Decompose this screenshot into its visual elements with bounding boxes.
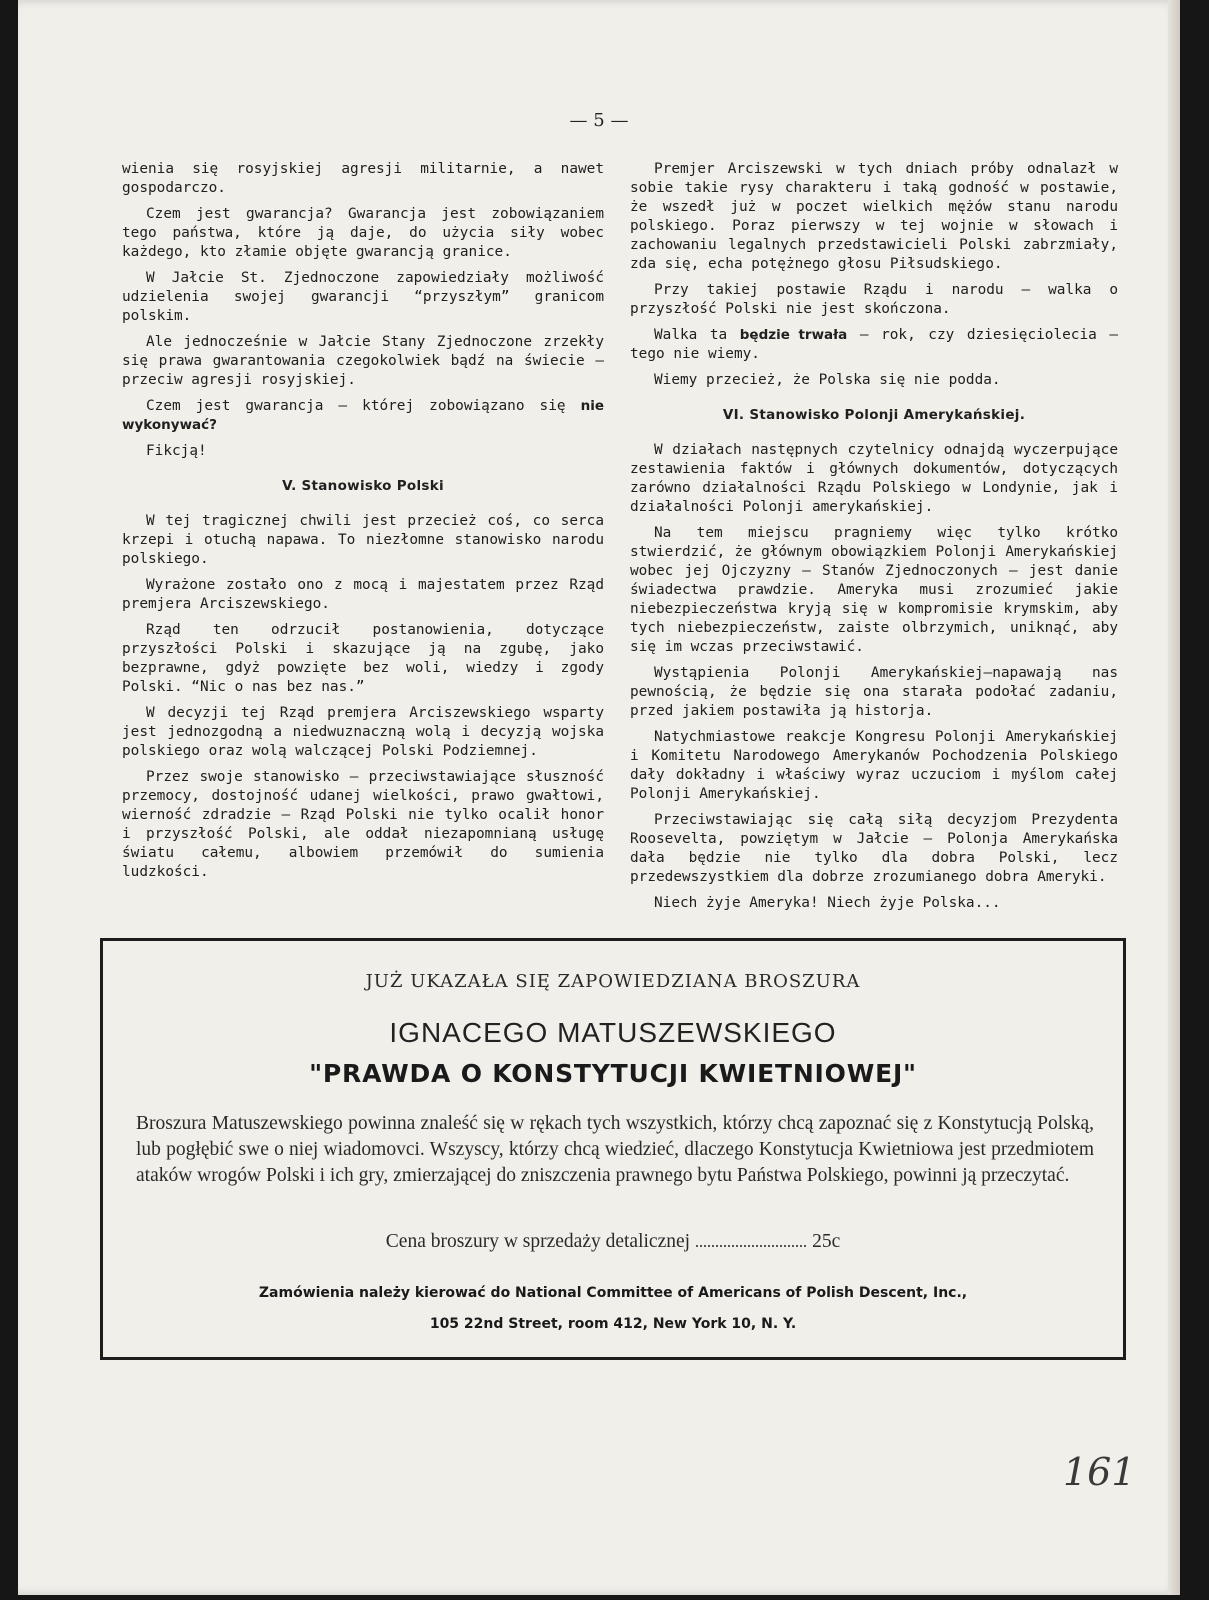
right-column [630, 160, 1118, 920]
paragraph: Ale jednocześnie w Jałcie Stany Zjednoczone zrzekły się prawa gwarantowania czegokolwiek bądź na świecie — przeciw agresji rosyjskiej. [122, 334, 604, 388]
paragraph: wienia się rosyjskiej agresji militarnie, a nawet gospodarczo. [122, 161, 604, 196]
paragraph: Wystąpienia Polonji Amerykańskiej—napawają nas pewnością, że będzie się ona starała podołać zadaniu, przed jakiem postawiła ją historja. [630, 665, 1118, 719]
dotted-leader [696, 1245, 806, 1247]
section-heading: VI. Stanowisko Polonji Amerykańskiej. [722, 407, 1026, 423]
paragraph: Przy takiej postawie Rządu i narodu — walka o przyszłość Polski nie jest skończona. [630, 282, 1118, 317]
ad-order-line: Zamówienia należy kierować do National Committee of Americans of Polish Descent, Inc., [258, 1285, 968, 1301]
paragraph: W decyzji tej Rząd premjera Arciszewskiego wsparty jest jednozgodną a niedwuznaczną wolą i decyzją wojska polskiego oraz wolą walczącej Polski Podziemnej. [122, 705, 604, 759]
paragraph-text: Walka ta [654, 327, 728, 343]
paragraph: Czem jest gwarancja? Gwarancja jest zobowiązaniem tego państwa, które ją daje, do użycia siły wobec każdego, kto złamie objęte gwarancją granice. [122, 206, 604, 260]
bold-text: będzie trwała [739, 327, 848, 343]
paragraph: Przez swoje stanowisko — przeciwstawiające słuszność przemocy, dostojność udanej wielkości, prawo gwałtowi, wierność zdradzie — Rząd Polski nie tylko ocalił honor i przyszłość Polski, ale oddał niezapomnianą usługę światu całemu, albowiem przemówił do sumienia ludzkości. [122, 769, 604, 880]
paragraph: W działach następnych czytelnicy odnajdą wyczerpujące zestawienia faktów i głównych dokumentów, dotyczących zarówno działalności Rządu Polskiego w Londynie, jak i działalności Polonji amerykańskiej. [630, 442, 1118, 515]
ad-author: IGNACEGO MATUSZEWSKIEGO [389, 1017, 837, 1048]
paragraph: Wyrażone zostało ono z mocą i majestatem przez Rząd premjera Arciszewskiego. [122, 577, 604, 612]
paragraph [630, 326, 1118, 364]
paragraph: W Jałcie St. Zjednoczone zapowiedziały możliwość udzielenia swojej gwarancji “przyszłym” granicom polskim. [122, 270, 604, 324]
paragraph: Wiemy przecież, że Polska się nie podda. [654, 372, 1001, 388]
price-label: Cena broszury w sprzedaży detalicznej [385, 1231, 691, 1252]
ad-announcement: JUŻ UKAZAŁA SIĘ ZAPOWIEDZIANA BROSZURA [365, 971, 861, 992]
ad-body: Broszura Matuszewskiego powinna znaleść się w rękach tych wszystkich, którzy chcą zapoznać się z Konstytucją Polską, lub pogłębić swe o niej wiadomovci. Wszyscy, którzy chcą wiedzieć, dlaczego Konstytucja Kwietniowa jest przedmiotem ataków wrogów Polski i ich gry, zmierzającej do zniszczenia prawnego bytu Państwa Polskiego, powinni ją przeczytać. [136, 1113, 1094, 1186]
document-page [18, 0, 1180, 1595]
paragraph: Przeciwstawiając się całą siłą decyzjom Prezydenta Roosevelta, powziętym w Jałcie — Polonja Amerykańska dała będzie nie tylko dla dobra Polski, lecz przedewszystkiem dla dobrze zrozumianego dobra Ameryki. [630, 812, 1118, 885]
advertisement-box [100, 938, 1126, 1360]
section-heading: V. Stanowisko Polski [282, 478, 444, 494]
paragraph: W tej tragicznej chwili jest przecież coś, co serca krzepi i otuchą napawa. To niezłomne stanowisko narodu polskiego. [122, 513, 604, 567]
paragraph [122, 397, 604, 435]
paragraph-text: Czem jest gwarancja — której zobowiązano się [146, 398, 566, 414]
paragraph: Natychmiastowe reakcje Kongresu Polonji Amerykańskiej i Komitetu Narodowego Amerykanów Pochodzenia Polskiego dały dokładny i właściwy wyraz uczuciom i myślom całej Polonji Amerykańskiej. [630, 729, 1118, 802]
left-column [122, 160, 604, 889]
ad-address-line: 105 22nd Street, room 412, New York 10, N. Y. [429, 1316, 797, 1332]
price-value: 25c [812, 1231, 841, 1252]
paragraph: Fikcją! [146, 443, 207, 459]
paragraph-text: — rok, czy dziesięciolecia — tego nie wiemy. [630, 327, 1119, 362]
paragraph: Na tem miejscu pragniemy więc tylko krótko stwierdzić, że głównym obowiązkiem Polonji Amerykańskiej wobec jej Ojczyzny — Stanów Zjednoczonych — jest danie świadectwa prawdzie. Ameryka musi zrozumieć jakie niebezpieczeństwa kryją się w kompromisie krymskim, aby tych niebezpieczeństw, zaiste olbrzymich, uniknąć, aby się im wczas przeciwstawić. [630, 525, 1118, 655]
page-number: — 5 — [569, 110, 629, 131]
paragraph: Premjer Arciszewski w tych dniach próby odnalazł w sobie takie rysy charakteru i taką godność w postawie, że wszedł już w poczet wielkich mężów stanu narodu polskiego. Poraz pierwszy w tej wojnie w słowach i zachowaniu legalnych przedstawicieli Polski zabrzmiały, zda się, echa potężnego głosu Piłsudskiego. [630, 161, 1118, 272]
paragraph: Niech żyje Ameryka! Niech żyje Polska... [654, 895, 1001, 911]
ad-price-line [103, 1231, 1123, 1253]
paragraph: Rząd ten odrzucił postanowienia, dotyczące przyszłości Polski i skazujące ją na zgubę, jako bezprawne, gdyż powzięte bez woli, wiedzy i zgody Polski. “Nic o nas bez nas.” [122, 622, 604, 695]
bold-text: nie wykonywać? [122, 398, 604, 433]
handwritten-page-number: 161 [1063, 1450, 1136, 1494]
ad-title: "PRAWDA O KONSTYTUCJI KWIETNIOWEJ" [309, 1059, 917, 1088]
page-edge-shadow [1168, 0, 1180, 1595]
